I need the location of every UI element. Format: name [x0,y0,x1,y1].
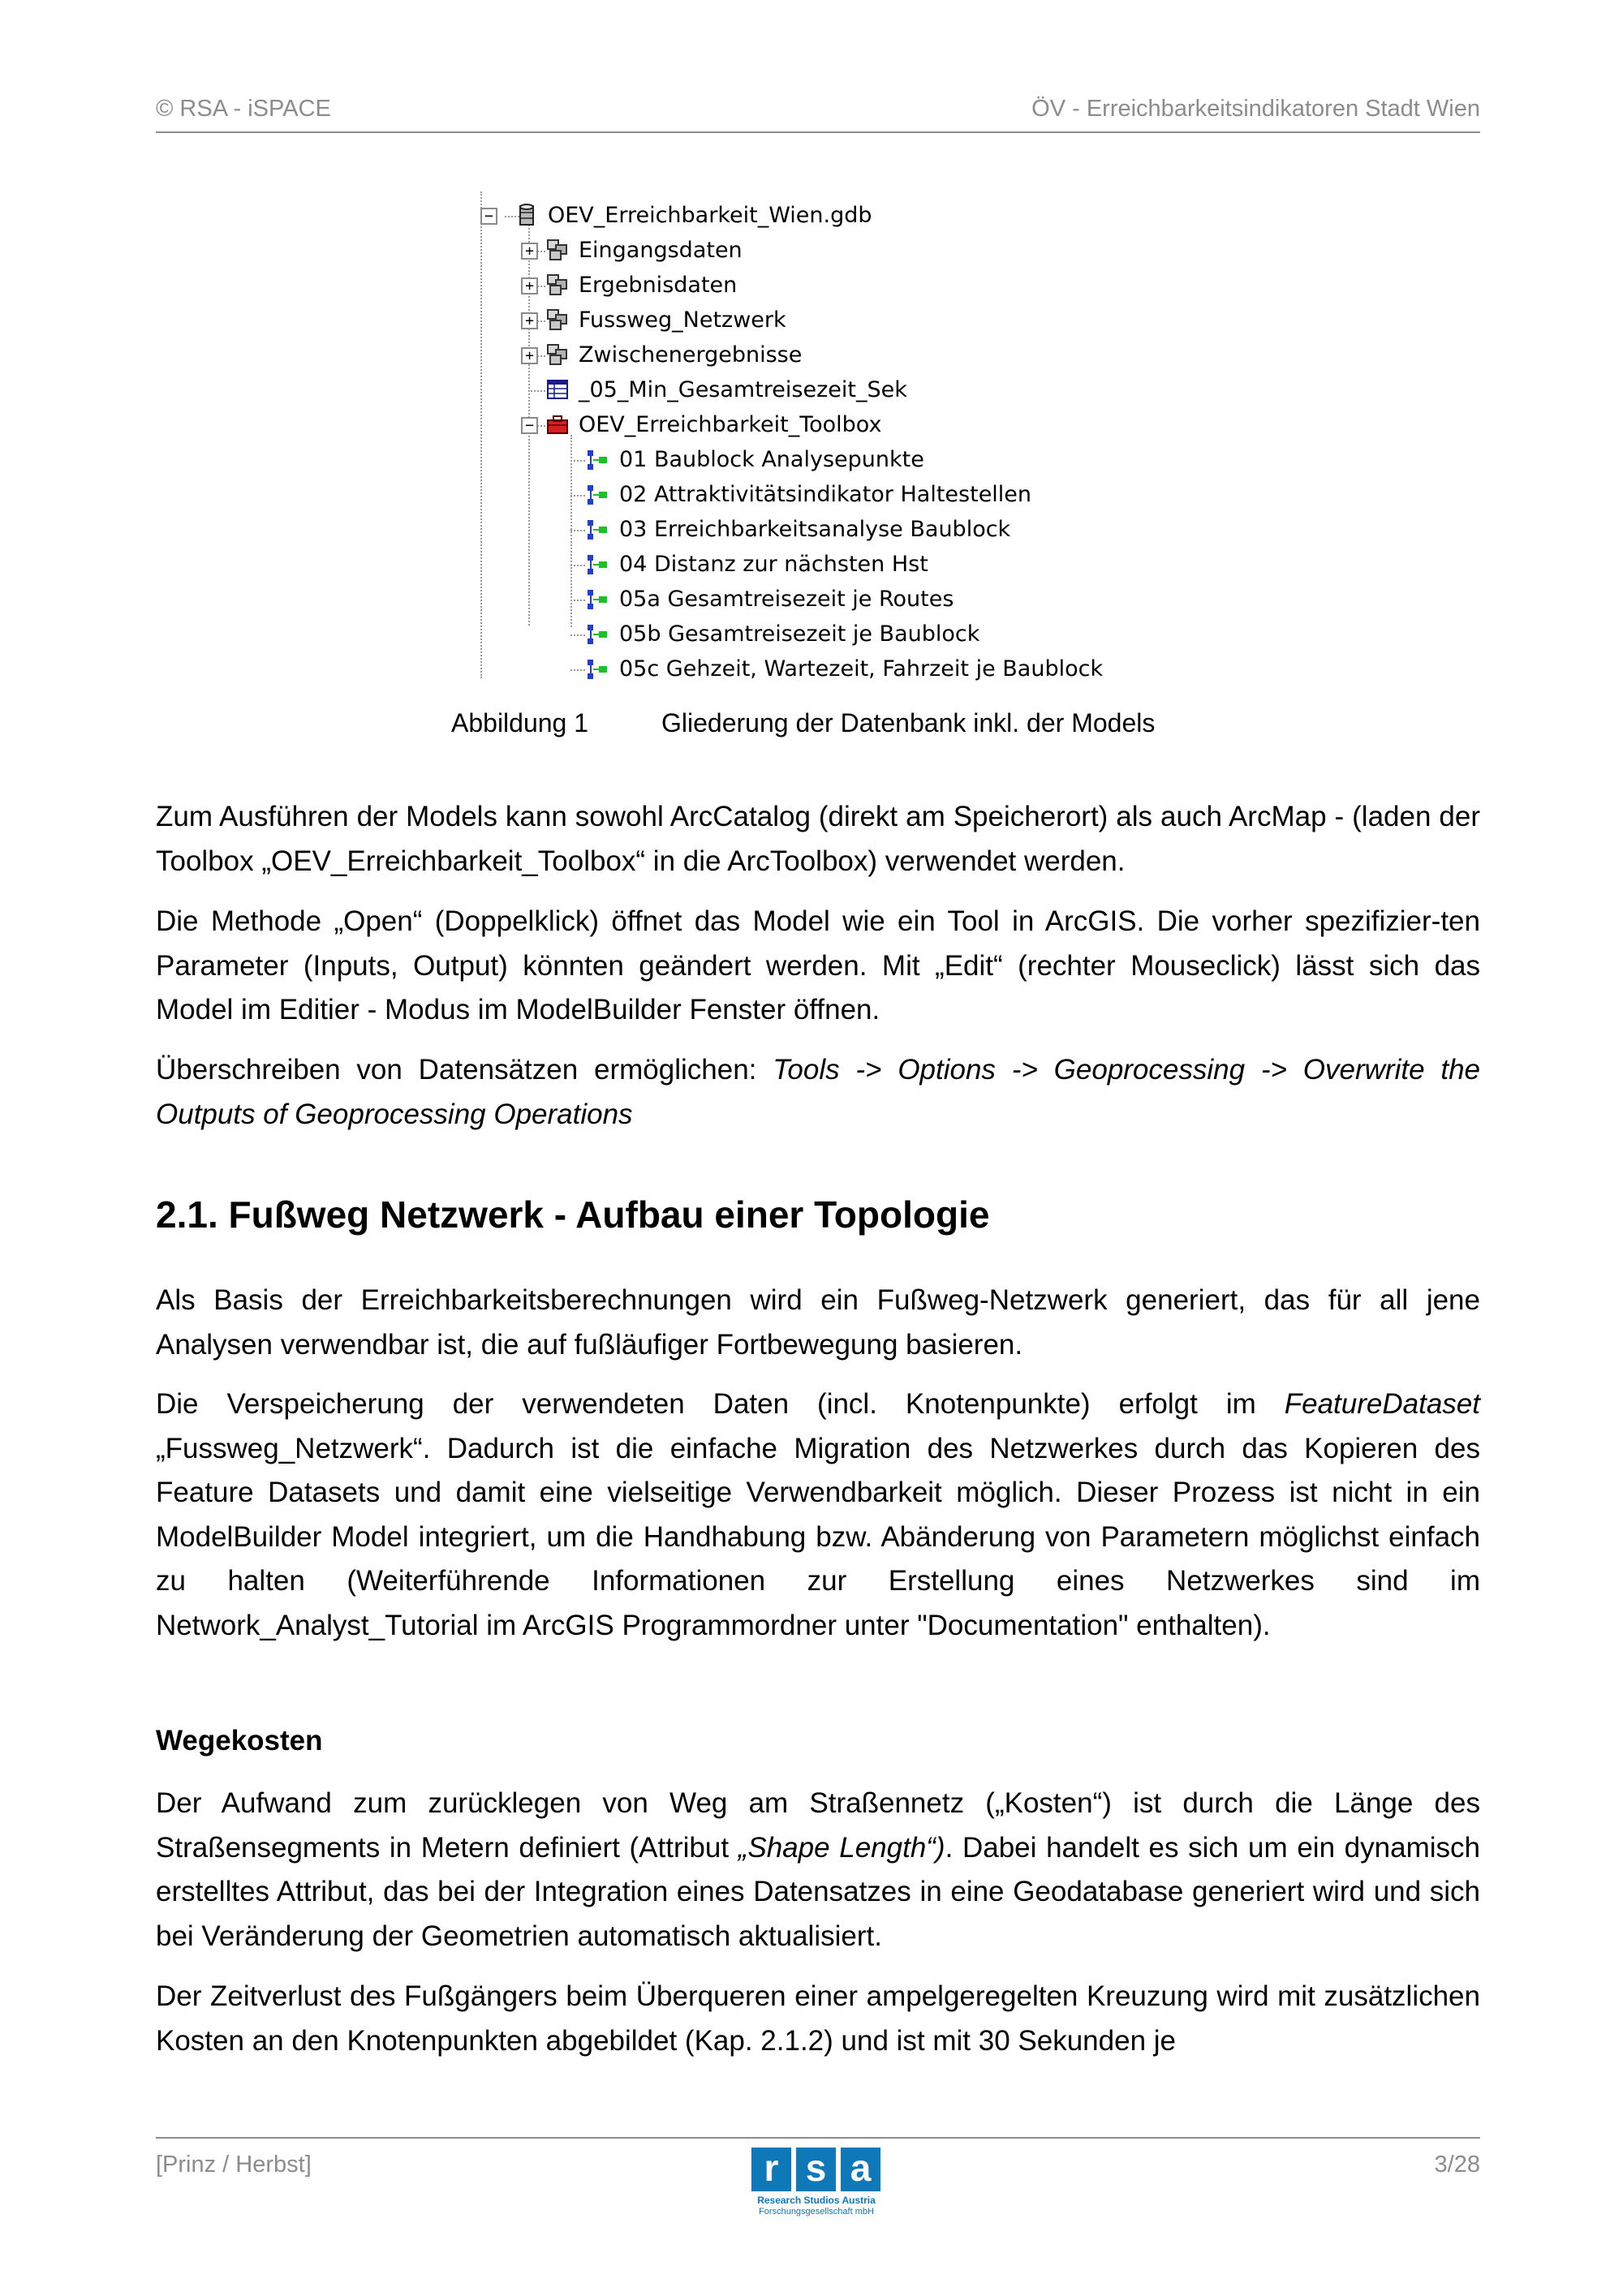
paragraph-text: Der Aufwand zum zurücklegen von Weg am Straßennetz („Kosten“) ist durch die Länge des Straßensegments in Metern definiert (Attribut [156,1787,1480,1864]
paragraph-text: „Fussweg_Netzwerk“. Dadurch ist die einfache Migration des Netzwerkes durch das Kopieren des Feature Datasets und damit eine vielseitige Verwendbarkeit möglich. Dieser Prozess ist nicht in ein ModelBuilder Model integriert, um die Handhabung bzw. Abänderung von Parametern möglichst einfach zu halten (Weiterführende Informationen zur Erstellung eines Netzwerkes sind im Network_Analyst_Tutorial im ArcGIS Programmordner unter "Documentation" enthalten). [156,1432,1480,1641]
collapse-toggle[interactable]: − [480,208,497,225]
expand-toggle[interactable]: + [521,312,538,329]
tree-hline [528,390,545,392]
logo-letter: r [751,2148,791,2191]
header-divider [156,131,1480,133]
tree-item-toolbox[interactable]: OEV_Erreichbarkeit_Toolbox [579,412,882,437]
tree-item-model[interactable]: 05a Gesamtreisezeit je Routes [619,587,954,612]
tree-hline [570,669,585,671]
feature-dataset-icon [545,273,570,297]
rsa-logo [751,2148,881,2221]
paragraph-text: . Dabei handelt es sich um ein dynamisch erstelltes Attribut, das bei der Integration eines Datensatzes in eine Geodatabase generiert wird und sich bei Veränderung der Geometrien automatisch aktualisiert. [156,1831,1480,1952]
header-left: © RSA - iSPACE [156,96,331,122]
model-icon [585,518,609,542]
paragraph [156,1048,1480,1137]
tree-hline [537,320,545,322]
tree-item-dataset[interactable]: Zwischenergebnisse [579,342,803,368]
emphasis: „Shape Length“) [738,1831,945,1864]
model-icon [585,553,609,577]
tree-hline [570,495,585,497]
table-icon [545,377,570,402]
tree-hline [570,565,585,566]
tree-hline [570,634,585,636]
tree-hline [537,355,545,357]
subsection-heading: Wegekosten [156,1725,323,1756]
tree-item-model[interactable]: 01 Baublock Analysepunkte [619,447,924,472]
logo-line2: Forschungsgesellschaft mbH [759,2207,874,2216]
tree-hline [537,251,545,252]
tree-outer-line [480,191,482,678]
tree-hline [570,530,585,531]
tree-hline [537,286,545,287]
model-icon [585,622,609,647]
expand-toggle[interactable]: + [521,277,538,295]
header-right: ÖV - Erreichbarkeitsindikatoren Stadt Wien [1031,96,1480,122]
tree-item-model[interactable]: 03 Erreichbarkeitsanalyse Baublock [619,517,1011,542]
emphasis: FeatureDataset [1284,1388,1480,1420]
expand-toggle[interactable]: + [521,243,538,260]
model-icon [585,448,609,472]
model-icon [585,587,609,612]
tree-item-dataset[interactable]: Fussweg_Netzwerk [579,307,786,333]
tree-item-root[interactable]: OEV_Erreichbarkeit_Wien.gdb [548,203,872,228]
paragraph: Als Basis der Erreichbarkeitsberechnungen wird ein Fußweg-Netzwerk generiert, das für all jene Analysen verwendbar ist, die auf fußläufiger Fortbewegung basieren. [156,1284,1480,1361]
feature-dataset-icon [545,307,570,332]
tree-hline [537,425,545,427]
expand-toggle[interactable]: + [521,347,538,364]
paragraph: Die Methode „Open“ (Doppelklick) öffnet das Model wie ein Tool in ArcGIS. Die vorher spezifizier-ten Parameter (Inputs, Output) könnten geändert werden. Mit „Edit“ (rechter Mouseclick) lässt sich das Model im Editier - Modus im ModelBuilder Fenster öffnen. [156,905,1480,1025]
tree-hline [570,460,585,462]
geodatabase-icon [514,203,539,227]
logo-letter: s [796,2148,836,2191]
tree-item-model[interactable]: 04 Distanz zur nächsten Hst [619,552,928,577]
feature-dataset-icon [545,238,570,262]
tree-item-model[interactable]: 02 Attraktivitätsindikator Haltestellen [619,482,1032,507]
figure-caption-number: Abbildung 1 [451,708,589,737]
tree-item-model[interactable]: 05c Gehzeit, Wartezeit, Fahrzeit je Baublock [619,656,1104,681]
logo-line1: Research Studios Austria [757,2195,876,2206]
paragraph-text: Überschreiben von Datensätzen ermöglichen: [156,1054,773,1086]
page-number: 3/28 [1434,2152,1480,2178]
catalog-tree-figure [471,191,1120,686]
tree-item-dataset[interactable]: Ergebnisdaten [579,273,738,298]
paragraph [156,1382,1480,1648]
collapse-toggle[interactable]: − [521,417,538,434]
feature-dataset-icon [545,342,570,367]
tree-item-model[interactable]: 05b Gesamtreisezeit je Baublock [619,621,980,647]
tree-item-dataset[interactable]: Eingangsdaten [579,238,743,263]
paragraph: Zum Ausführen der Models kann sowohl ArcCatalog (direkt am Speicherort) als auch ArcMap - (laden der Toolbox „OEV_Erreichbarkeit_Toolbox“ in die ArcToolbox) verwendet werden. [156,801,1480,877]
paragraph-text: Die Verspeicherung der verwendeten Daten (incl. Knotenpunkte) erfolgt im [156,1388,1285,1420]
logo-letter: a [841,2148,880,2191]
figure-caption-text: Gliederung der Datenbank inkl. der Models [661,708,1156,737]
footer-authors: [Prinz / Herbst] [156,2152,312,2178]
footer-divider [156,2137,1480,2139]
tree-item-table[interactable]: _05_Min_Gesamtreisezeit_Sek [579,377,907,402]
section-heading: 2.1. Fußweg Netzwerk - Aufbau einer Topologie [156,1193,990,1236]
paragraph [156,1782,1480,1958]
paragraph: Der Zeitverlust des Fußgängers beim Überqueren einer ampelgeregelten Kreuzung wird mit zusätzlichen Kosten an den Knotenpunkten abgebildet (Kap. 2.1.2) und ist mit 30 Sekunden je [156,1980,1480,2057]
tree-hline [570,600,585,601]
model-icon [585,483,609,507]
toolbox-icon [545,412,570,436]
menu-path: Tools -> Options -> Geoprocessing -> Overwrite the Outputs of Geoprocessing Operations [156,1054,1481,1130]
model-icon [585,657,609,681]
